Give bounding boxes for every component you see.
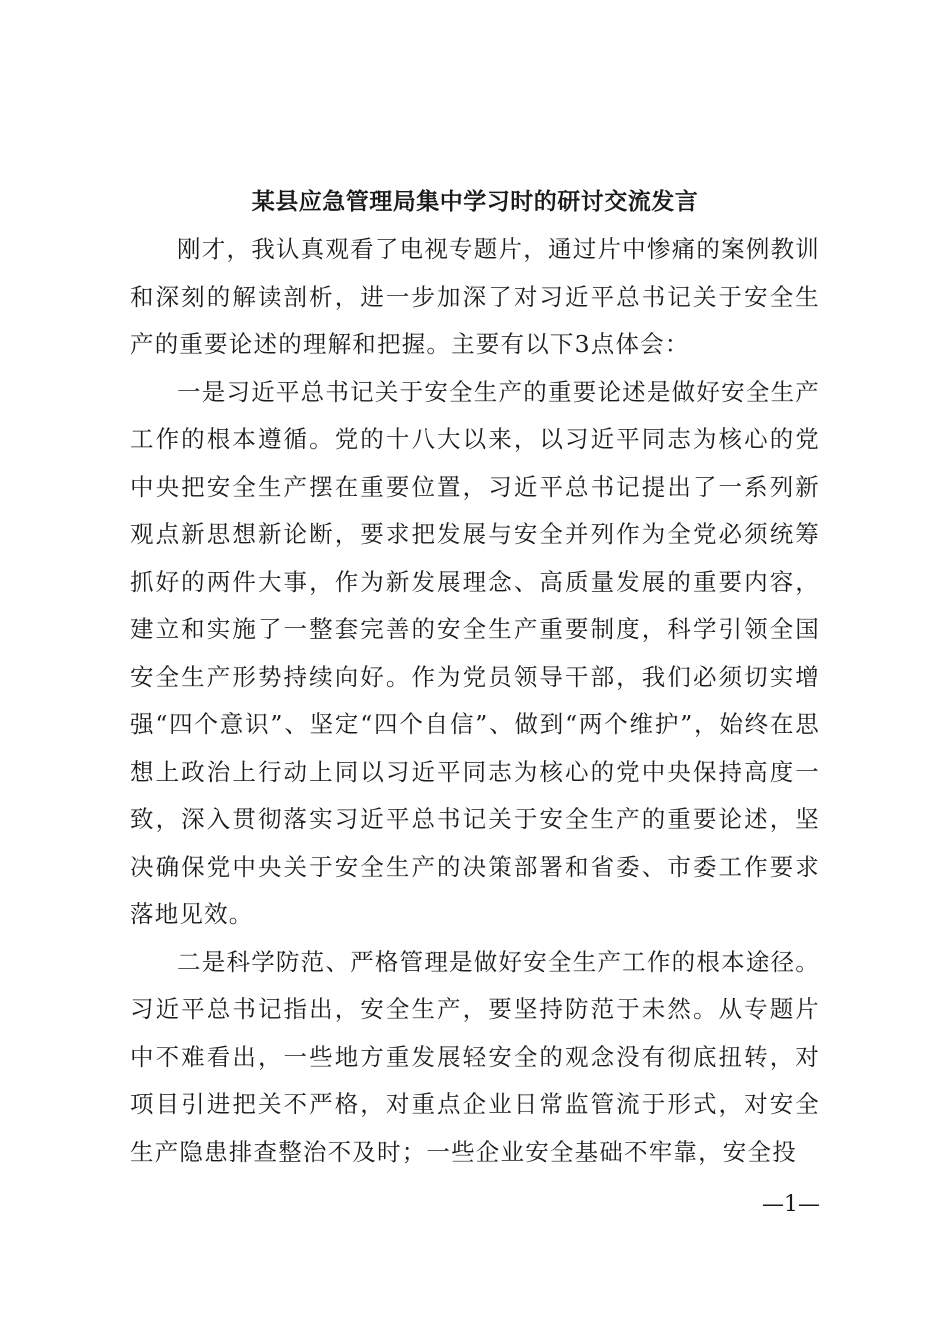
document-title: 某县应急管理局集中学习时的研讨交流发言 bbox=[251, 188, 699, 215]
paragraph-intro: 刚才，我认真观看了电视专题片，通过片中惨痛的案例教训和深刻的解读剖析，进一步加深了对习近平总书记关于安全生产的重要论述的理解和把握。主要有以下3点体会： bbox=[130, 235, 820, 358]
document-body bbox=[130, 226, 820, 1176]
page-number: —1— bbox=[762, 1192, 820, 1217]
paragraph-point-one: 一是习近平总书记关于安全生产的重要论述是做好安全生产工作的根本遵循。党的十八大以来，以习近平同志为核心的党中央把安全生产摆在重要位置，习近平总书记提出了一系列新观点新思想新论断，要求把发展与安全并列作为全党必须统筹抓好的两件大事，作为新发展理念、高质量发展的重要内容，建立和实施了一整套完善的安全生产重要制度，科学引领全国安全生产形势持续向好。作为党员领导干部，我们必须切实增强“四个意识”、坚定“四个自信”、做到“两个维护”，始终在思想上政治上行动上同以习近平同志为核心的党中央保持高度一致，深入贯彻落实习近平总书记关于安全生产的重要论述，坚决确保党中央关于安全生产的决策部署和省委、市委工作要求落地见效。 bbox=[130, 377, 820, 928]
paragraph-point-two: 二是科学防范、严格管理是做好安全生产工作的根本途径。习近平总书记指出，安全生产，要坚持防范于未然。从专题片中不难看出，一些地方重发展轻安全的观念没有彻底扭转，对项目引进把关不严格，对重点企业日常监管流于形式，对安全生产隐患排查整治不及时；一些企业安全基础不牢靠，安全投 bbox=[130, 947, 820, 1166]
